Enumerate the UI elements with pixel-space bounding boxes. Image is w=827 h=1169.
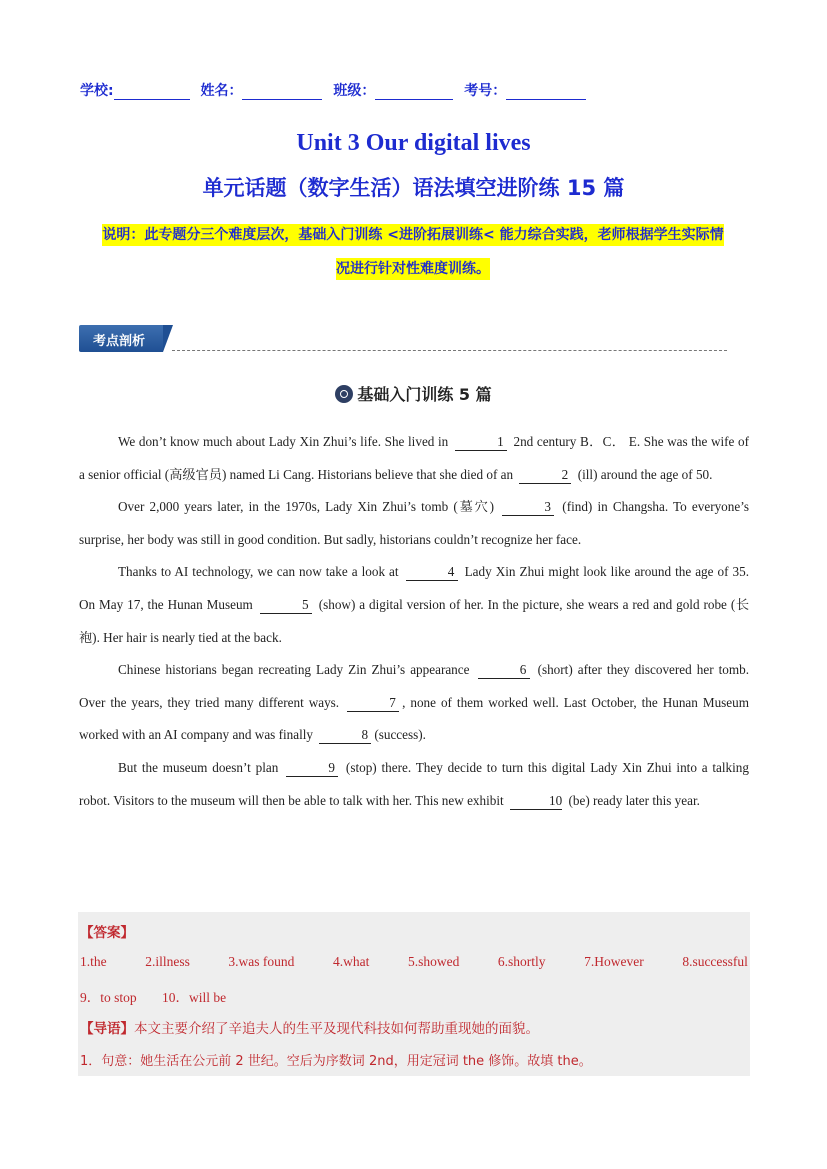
answer-item: 7.However [584, 954, 644, 969]
paragraph-3 [79, 556, 749, 654]
text: (be) ready later this year. [568, 792, 700, 808]
answer-box [78, 912, 750, 1076]
text: But the museum doesn’t plan [118, 759, 279, 775]
guide-line [80, 1017, 539, 1037]
paragraph-5 [79, 752, 749, 817]
answer-item: 9．to stop [80, 990, 137, 1005]
paragraph-2 [79, 491, 749, 556]
section-tab [79, 325, 169, 352]
text: (show) a digital version of her. In the picture, she wears a red and gold robe (长袍). Her hair is nearly tied at the back. [79, 596, 750, 645]
answer-list-2 [80, 986, 248, 1006]
answer-item: 2.illness [145, 954, 190, 969]
text: (success). [374, 727, 426, 743]
instruction-note [78, 218, 748, 286]
name-blank [242, 85, 322, 100]
note-line-1: 说明：此专题分三个难度层次，基础入门训练 <进阶拓展训练< 能力综合实践，老师根据学生实际情 [102, 224, 723, 246]
paragraph-4 [79, 654, 749, 752]
text: (ill) around the age of 50. [577, 466, 713, 482]
text: Lady Xin Zhui might look like around the age of 35. On May 17, the Hunan Museum [79, 564, 749, 612]
blank-3: 3 [502, 499, 554, 516]
level-heading [0, 382, 827, 405]
exam-number-label: 考号： [464, 83, 507, 99]
explanation-1: 1．句意：她生活在公元前 2 世纪。空后为序数词 2nd，用定冠词 the 修饰。故填 the。 [80, 1054, 592, 1069]
text: Thanks to AI technology, we can now take a look at [118, 564, 399, 580]
text: (stop) there. They decide to turn this digital Lady Xin Zhui into a talking robot. Visitors to the museum will then be able to talk with her. This new exhibit [79, 759, 749, 808]
target-icon [335, 385, 353, 403]
answer-item: 3.was found [228, 954, 295, 969]
passage [79, 426, 749, 817]
text: (short) after they discovered her tomb. Over the years, they tried many different ways. [79, 662, 750, 710]
answer-list-1 [80, 954, 748, 970]
blank-6: 6 [478, 662, 530, 679]
blank-2: 2 [519, 467, 571, 484]
answer-label: 【答案】 [80, 925, 134, 941]
text: We don’t know much about Lady Xin Zhui’s life. She lived in [118, 434, 449, 449]
blank-1: 1 [455, 434, 507, 451]
guide-text: 本文主要介绍了辛追夫人的生平及现代科技如何帮助重现她的面貌。 [134, 1021, 539, 1037]
text: Chinese historians began recreating Lady Zin Zhui’s appearance [118, 662, 470, 678]
section-divider [172, 350, 727, 351]
blank-8: 8 [319, 727, 371, 744]
paragraph-1 [79, 426, 749, 491]
text: 2nd century B．C． E. She was the wife of a senior official (高级官员) named Li Cang. Historians believe that she died of an [79, 434, 749, 482]
blank-5: 5 [260, 597, 312, 614]
topic-subtitle: 单元话题（数字生活）语法填空进阶练 15 篇 [202, 176, 625, 200]
text: , none of them worked well. Last October, the Hunan Museum worked with an AI company and was finally [79, 694, 749, 743]
class-blank [375, 85, 453, 100]
guide-label: 【导语】 [80, 1021, 134, 1037]
blank-7: 7 [347, 695, 399, 712]
answer-item: 5.showed [407, 954, 460, 969]
school-label: 学校: [80, 83, 114, 99]
answer-item: 1.the [80, 954, 107, 969]
section-tab-label: 考点剖析 [93, 334, 146, 349]
blank-10: 10 [510, 793, 562, 810]
note-line-2: 况进行针对性难度训练。 [336, 258, 490, 280]
blank-9: 9 [286, 760, 338, 777]
exam-number-blank [506, 85, 586, 100]
text: (find) in Changsha. To everyone’s surprise, her body was still in good condition. But sadly, historians couldn’t recognize her face. [79, 499, 750, 547]
class-label: 班级： [333, 83, 376, 99]
student-info-line [80, 80, 586, 100]
answer-item: 4.what [333, 954, 370, 969]
answer-item: 6.shortly [497, 954, 546, 969]
name-label: 姓名： [200, 83, 243, 99]
answer-item: 8.successful [682, 954, 748, 969]
blank-4: 4 [406, 564, 458, 581]
answer-item: 10．will be [162, 990, 227, 1005]
unit-title: Unit 3 Our digital lives [296, 130, 531, 156]
level-heading-text: 基础入门训练 5 篇 [357, 385, 492, 404]
school-blank [114, 85, 190, 100]
text: Over 2,000 years later, in the 1970s, Lady Xin Zhui’s tomb (墓穴) [118, 499, 495, 515]
